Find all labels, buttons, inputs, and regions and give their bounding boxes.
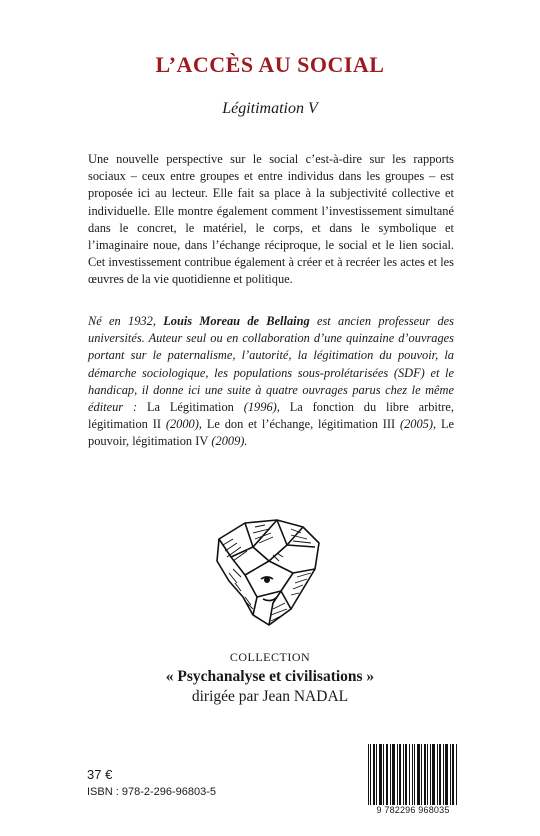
collection-director: dirigée par Jean NADAL bbox=[191, 688, 349, 705]
book-ref: Le don et l’échange, légitimation III bbox=[206, 417, 396, 432]
book-year: (2005), bbox=[395, 417, 441, 432]
barcode-number: 9 782296 968035 bbox=[366, 805, 460, 815]
price-label: 37 € bbox=[87, 767, 113, 782]
bio-text: est ancien professeur des universités. Auteur seul ou en collaboration d’une quinzaine d’ouvrages portant sur le paternalisme, l’autorité, la légitimation du pouvoir, la démarche sociologique, les populations sous-prolétarisées (SDF) et le handicap, il donne ici une suite à quatre ouvrages parus chez le même éditeur : bbox=[88, 314, 454, 415]
isbn-label: ISBN : 978-2-296-96803-5 bbox=[87, 786, 217, 798]
author-name: Louis Moreau de Bellaing bbox=[163, 314, 310, 328]
cubist-face-emblem-icon bbox=[207, 517, 331, 629]
collection-block bbox=[0, 650, 540, 706]
collection-name: « Psychanalyse et civilisations » bbox=[165, 668, 375, 685]
bio-text: Né en 1932, bbox=[88, 314, 164, 328]
book-ref: Le pouvoir, légitimation IV bbox=[88, 417, 455, 449]
book-year: (2009). bbox=[208, 434, 248, 449]
book-year: (2000), bbox=[160, 417, 207, 432]
book-ref: La Légitimation bbox=[146, 400, 234, 415]
collection-label: COLLECTION bbox=[229, 650, 311, 664]
book-title: L’ACCÈS AU SOCIAL bbox=[155, 52, 385, 77]
book-subtitle: Légitimation V bbox=[222, 100, 318, 117]
book-year: (1996), bbox=[233, 400, 290, 415]
author-bio bbox=[88, 313, 454, 451]
book-ref: La fonction du libre arbitre, légitimation II bbox=[88, 400, 455, 432]
blurb-paragraph: Une nouvelle perspective sur le social c’est-à-dire sur les rapports sociaux – ceux entre groupes et entre individus dans les groupes – est proposée ici au lecteur. Elle fait sa place à la subjectivité collective et individuelle. Elle montre également comment l’investissement simultané dans le concret, le matériel, le corps, et dans le symbolique et l’imaginaire noue, dans l’échange réciproque, le social et le lien social. Cet investissement contribue également à créer et à recréer les actes et les œuvres de la vie quotidienne et politique. bbox=[88, 152, 454, 287]
